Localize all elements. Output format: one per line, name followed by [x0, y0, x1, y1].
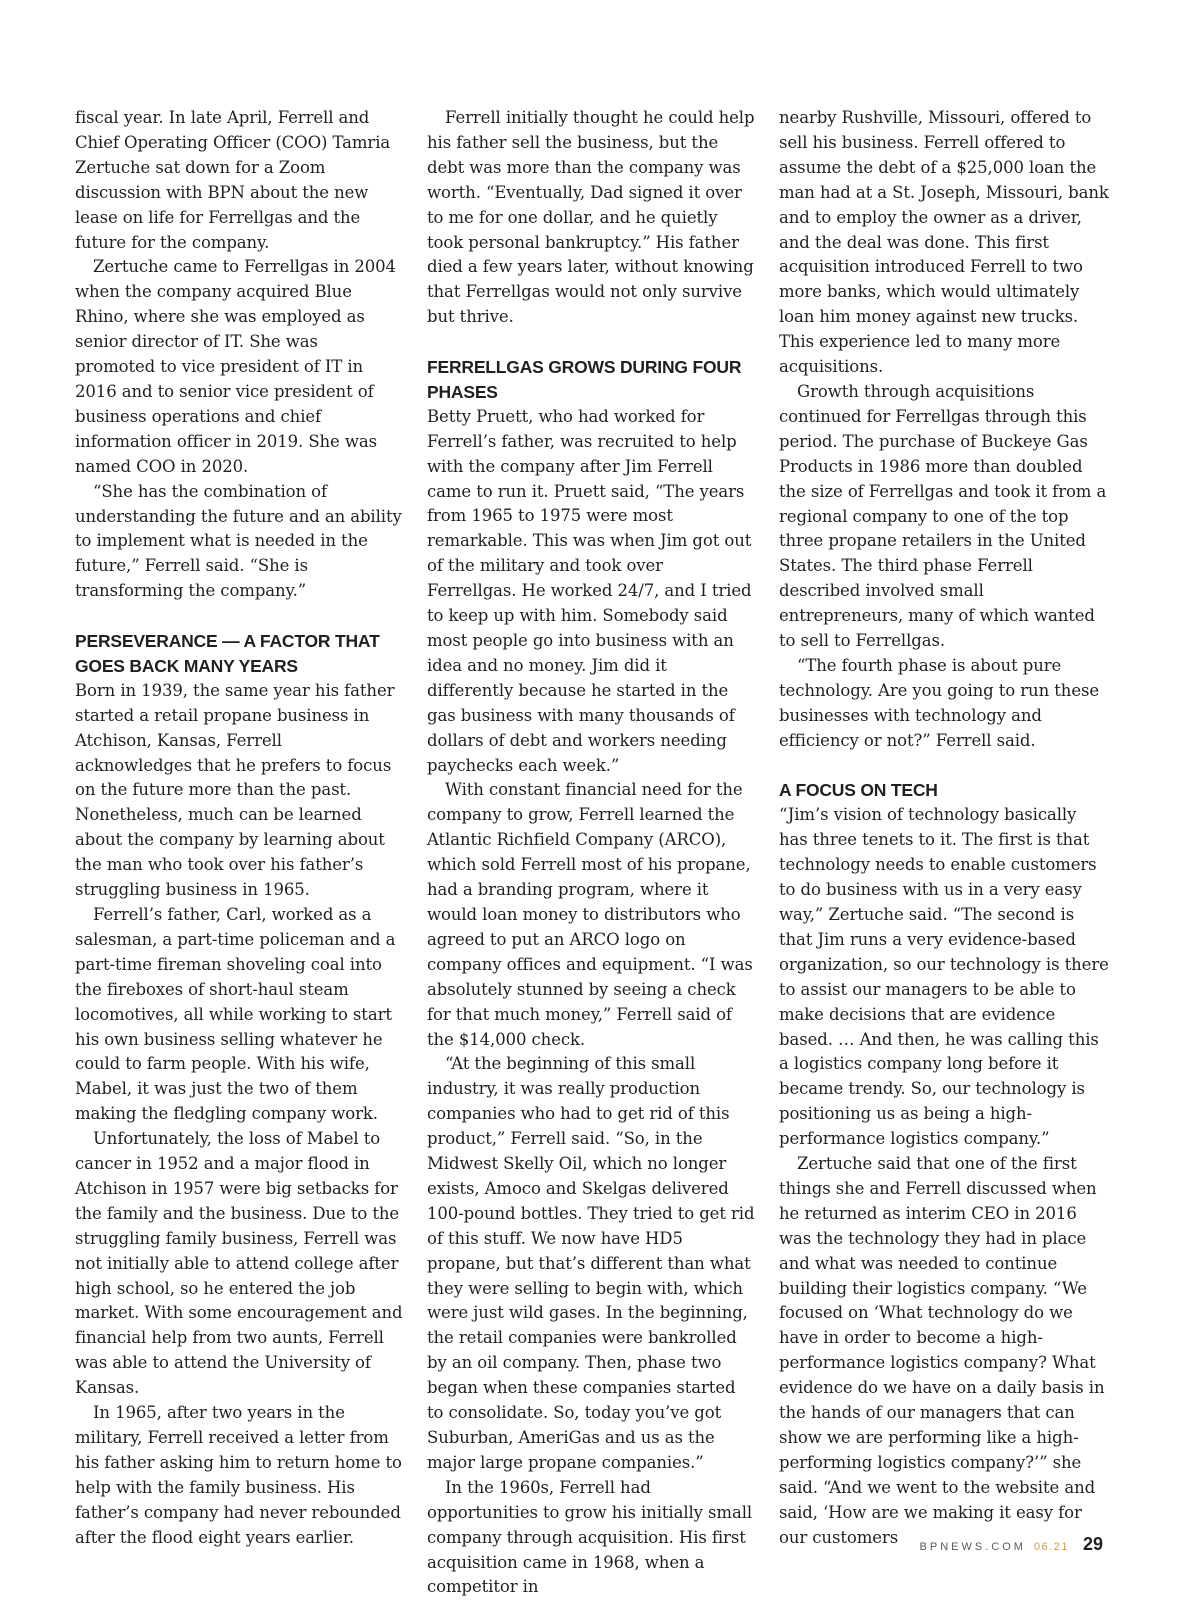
page-number: 29 [1082, 1534, 1103, 1554]
body-paragraph: “She has the combination of understanding the future and an ability to implement what is needed in the future,” Ferrell said. “She is transforming the company.” [75, 481, 402, 601]
section-heading: A FOCUS ON TECH [779, 780, 938, 801]
footer-issue: 06.21 [1033, 1541, 1069, 1553]
section-heading: PERSEVERANCE — A FACTOR THAT GOES BACK MANY YEARS [75, 631, 380, 676]
article-column-2 [427, 106, 755, 1600]
body-paragraph: fiscal year. In late April, Ferrell and Chief Operating Officer (COO) Tamria Zertuche sat down for a Zoom discussion with BPN about the new lease on life for Ferrellgas and the future for the company. [75, 108, 391, 252]
section-heading: FERRELLGAS GROWS DURING FOUR PHASES [427, 357, 742, 402]
body-paragraph: “At the beginning of this small industry, it was really production companies who had to get rid of this product,” Ferrell said. “So, in the Midwest Skelly Oil, which no longer exists, Amoco and Skelgas delivered 100-pound bottles. They tried to get rid of this stuff. We now have HD5 propane, but that’s different than what they were selling to begin with, which were just wild gases. In the beginning, the retail companies were bankrolled by an oil company. Then, phase two began when these companies started to consolidate. So, today you’ve got Suburban, AmeriGas and us as the major large propane companies.” [427, 1054, 755, 1472]
footer-site: BPNEWS.COM [919, 1541, 1026, 1553]
page-footer [920, 1534, 1103, 1555]
body-paragraph: Unfortunately, the loss of Mabel to cancer in 1952 and a major flood in Atchison in 1957 were big setbacks for the family and the business. Due to the struggling family business, Ferrell was not initially able to attend college after high school, so he entered the job market. With some encouragement and financial help from two aunts, Ferrell was able to attend the University of Kansas. [75, 1129, 403, 1398]
body-paragraph: Betty Pruett, who had worked for Ferrell’s father, was recruited to help with the company after Jim Ferrell came to run it. Pruett said, “The years from 1965 to 1975 were most remarkable. This was when Jim got out of the military and took over Ferrellgas. He worked 24/7, and I tried to keep up with him. Somebody said most people go into business with an idea and no money. Jim did it differently because he started in the gas business with many thousands of dollars of debt and workers needing paychecks each week.” [427, 406, 752, 775]
body-paragraph: “Jim’s vision of technology basically has three tenets to it. The first is that technology needs to enable customers to do business with us in a very easy way,” Zertuche said. “The second is that Jim runs a very evidence-based organization, so our technology is there to assist our managers to be able to make decisions that are evidence based. … And then, he was calling this a logistics company long before it became trendy. So, our technology is positioning us as being a high-performance logistics company.” [779, 805, 1109, 1149]
body-paragraph: In the 1960s, Ferrell had opportunities to grow his initially small company through acquisition. His first acquisition came in 1968, when a competitor in [427, 1477, 753, 1597]
body-paragraph: nearby Rushville, Missouri, offered to sell his business. Ferrell offered to assume the debt of a $25,000 loan the man had at a St. Joseph, Missouri, bank and to employ the owner as a driver, and the deal was done. This first acquisition introduced Ferrell to two more banks, which would ultimately loan him money against new trucks. This experience led to many more acquisitions. [779, 108, 1109, 377]
body-paragraph: “The fourth phase is about pure technology. Are you going to run these businesses with technology and efficiency or not?” Ferrell said. [779, 655, 1100, 750]
body-paragraph: Born in 1939, the same year his father started a retail propane business in Atchison, Kansas, Ferrell acknowledges that he prefers to focus on the future more than the past. Nonetheless, much can be learned about the company by learning about the man who took over his father’s struggling business in 1965. [75, 680, 395, 900]
body-paragraph: Growth through acquisitions continued for Ferrellgas through this period. The purchase of Buckeye Gas Products in 1986 more than doubled the size of Ferrellgas and took it from a regional company to one of the top three propane retailers in the United States. The third phase Ferrell described involved small entrepreneurs, many of which wanted to sell to Ferrellgas. [779, 381, 1107, 651]
body-paragraph: Ferrell initially thought he could help his father sell the business, but the debt was more than the company was worth. “Eventually, Dad signed it over to me for one dollar, and he quietly took personal bankruptcy.” His father died a few years later, without knowing that Ferrellgas would not only survive but thrive. [427, 108, 755, 327]
article-column-3 [779, 106, 1109, 1551]
body-paragraph: Zertuche said that one of the first things she and Ferrell discussed when he returned as interim CEO in 2016 was the technology they had in place and what was needed to continue building their logistics company. “We focused on ‘What technology do we have in order to become a high-performance logistics company? What evidence do we have on a daily basis in the hands of our managers that can show we are performing like a high-performing logistics company?’” she said. “And we went to the website and said, ‘How are we making it easy for our customers [779, 1154, 1105, 1547]
body-paragraph: Ferrell’s father, Carl, worked as a salesman, a part-time policeman and a part-time fireman shoveling coal into the fireboxes of short-haul steam locomotives, all while working to start his own business selling whatever he could to farm people. With his wife, Mabel, it was just the two of them making the fledgling company work. [75, 904, 396, 1124]
article-column-1 [75, 106, 403, 1551]
body-paragraph: With constant financial need for the company to grow, Ferrell learned the Atlantic Richfield Company (ARCO), which sold Ferrell most of his propane, had a branding program, where it would loan money to distributors who agreed to put an ARCO logo on company offices and equipment. “I was absolutely stunned by seeing a check for that much money,” Ferrell said of the $14,000 check. [427, 780, 753, 1049]
body-paragraph: Zertuche came to Ferrellgas in 2004 when the company acquired Blue Rhino, where she was employed as senior director of IT. She was promoted to vice president of IT in 2016 and to senior vice president of business operations and chief information officer in 2019. She was named COO in 2020. [75, 257, 396, 476]
body-paragraph: In 1965, after two years in the military, Ferrell received a letter from his father asking him to return home to help with the family business. His father’s company had never rebounded after the flood eight years earlier. [75, 1403, 402, 1547]
